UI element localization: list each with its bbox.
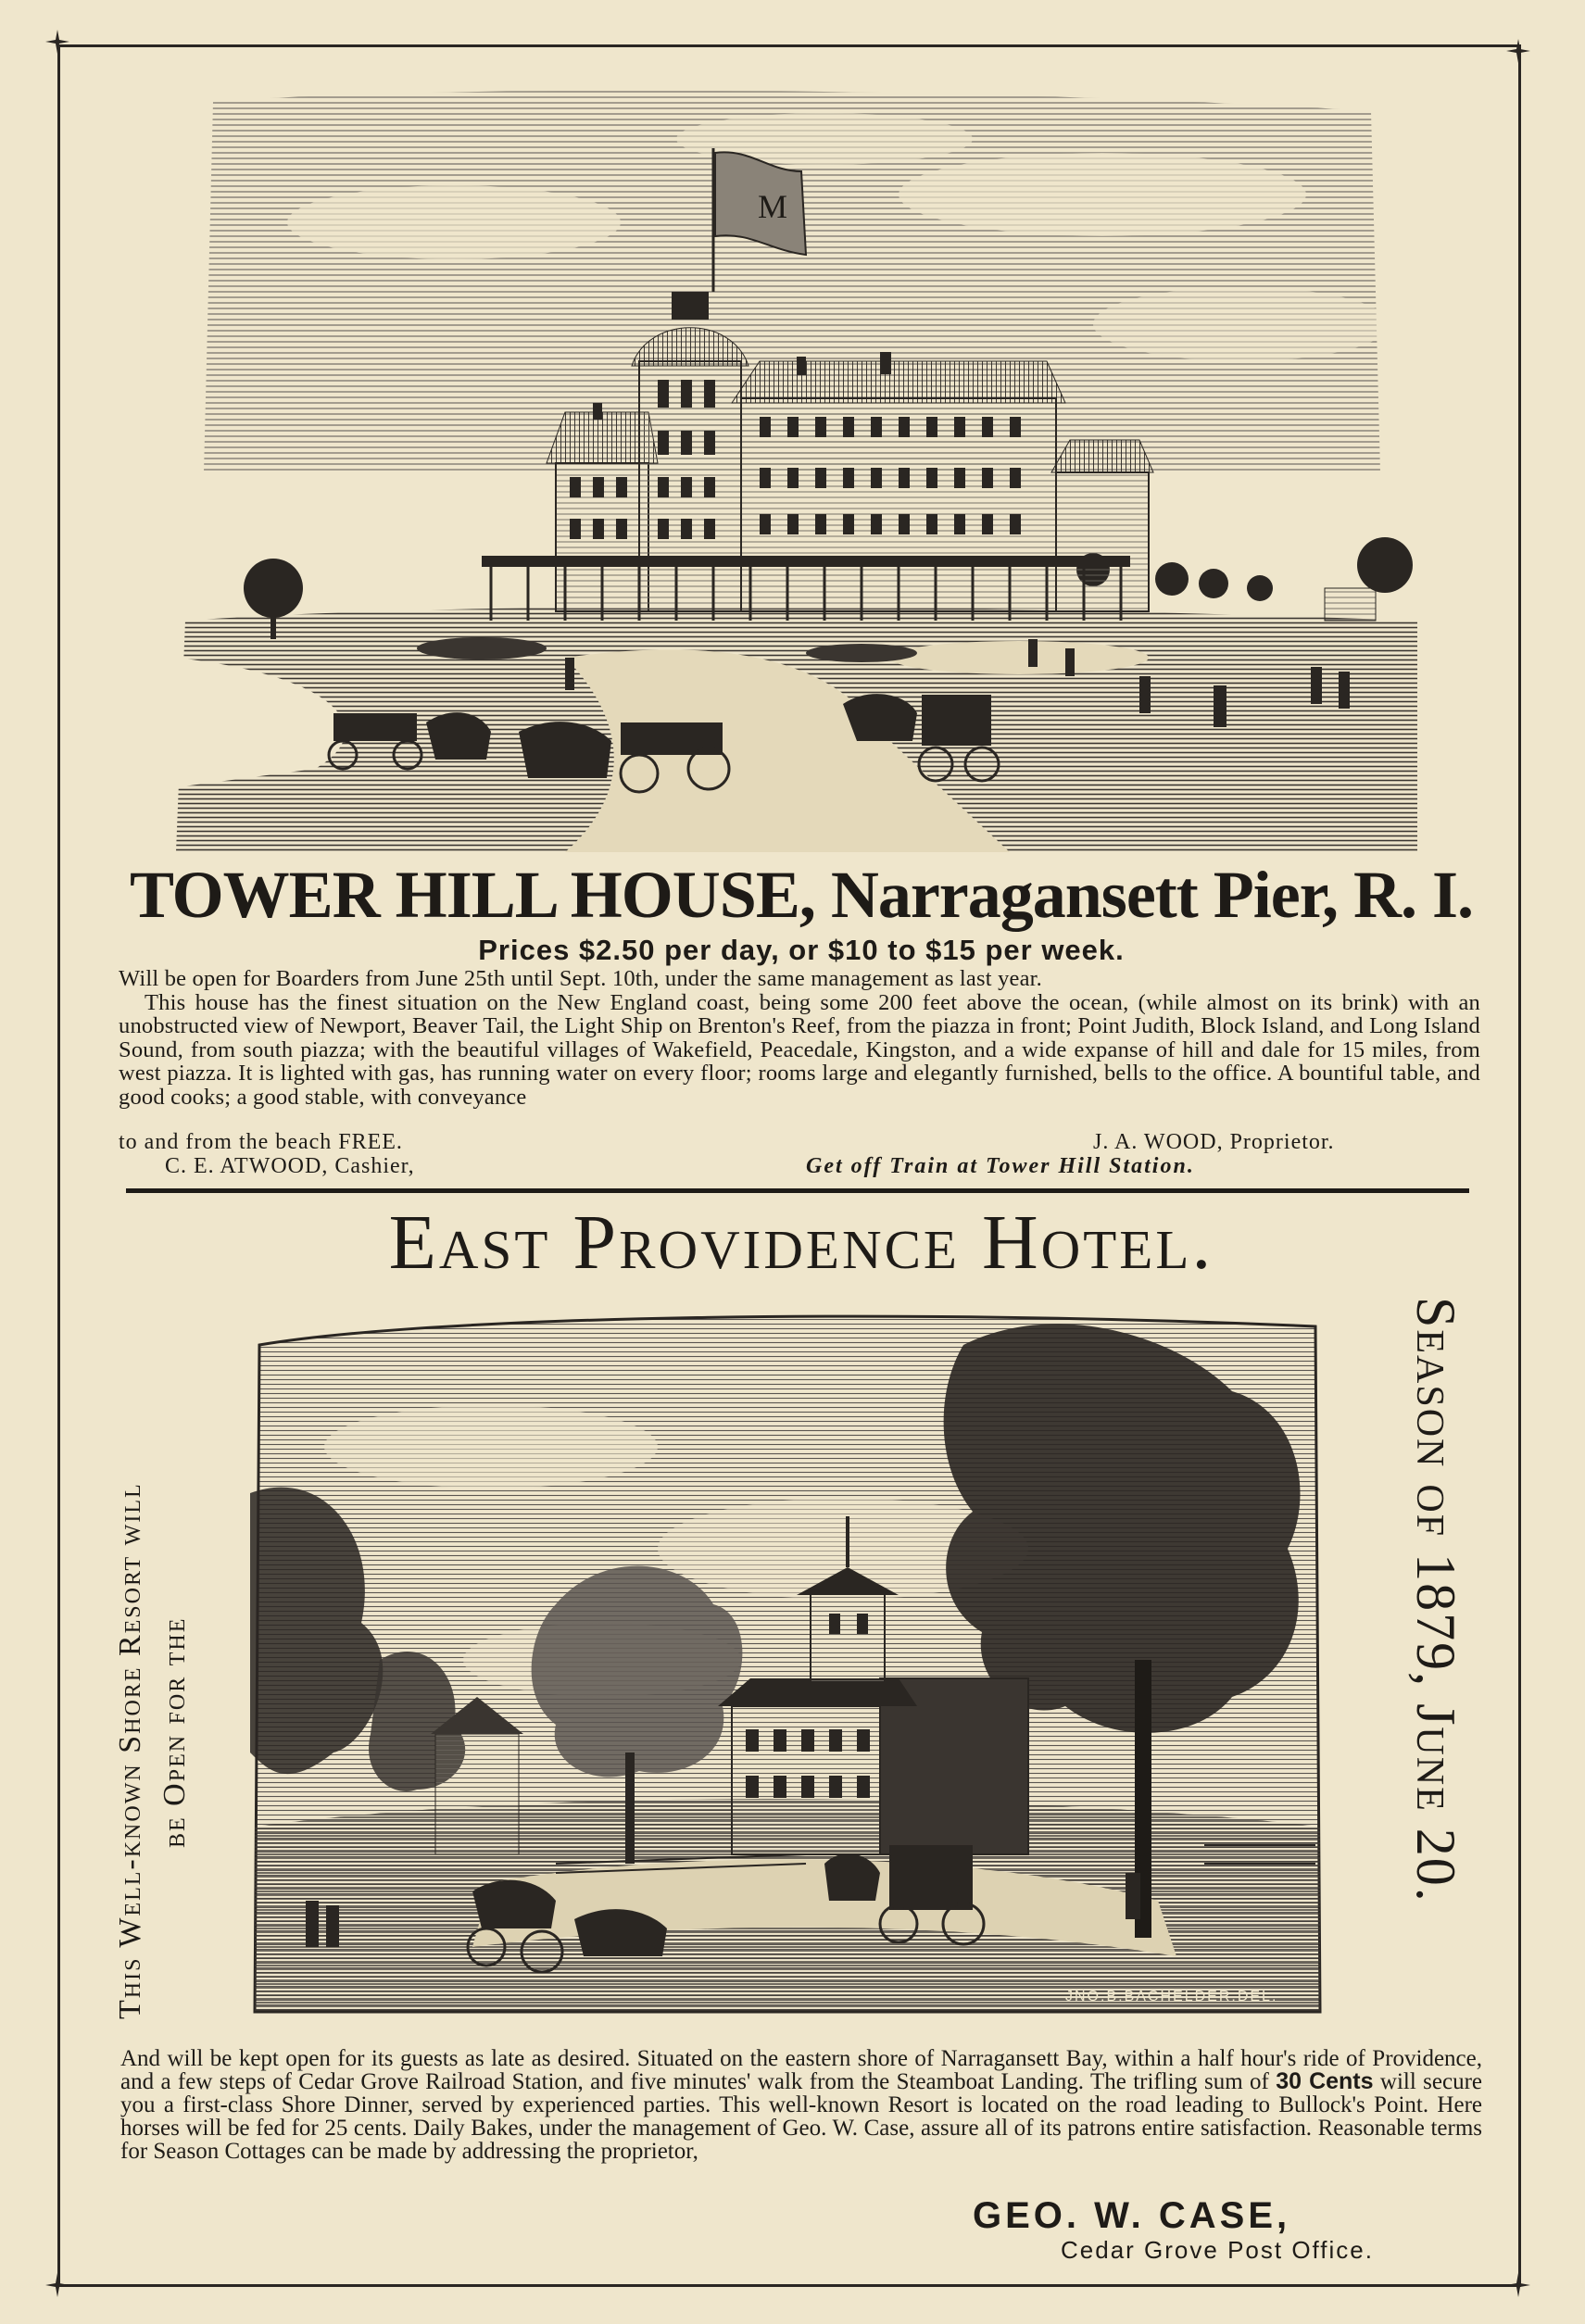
- east-providence-title: East Providence Hotel.: [388, 1200, 1214, 1286]
- tower-hill-beach-line: to and from the beach FREE.: [119, 1130, 403, 1154]
- tower-hill-cashier: C. E. ATWOOD, Cashier,: [165, 1154, 415, 1178]
- frame-right-rule: [1518, 44, 1521, 2287]
- frame-bottom-rule: [57, 2284, 1521, 2287]
- east-providence-hotel-engraving: [250, 1308, 1325, 2016]
- tower-hill-body: [119, 967, 1480, 1109]
- east-providence-left-line-1: This Well-known Shore Resort will: [113, 1482, 147, 2019]
- east-providence-body-part-1: And will be kept open for its guests as late as desired. Situated on the eastern shore of Narragansett Bay, within a half hour's ride of Providence, and a few steps of Cedar Grove Railroad Station, and five minutes' walk from the Steamboat Landing. The trifling sum of: [120, 2046, 1482, 2094]
- east-providence-left-sidebar: [111, 1306, 192, 2019]
- tower-hill-opening-line: Will be open for Boarders from June 25th until Sept. 10th, under the same management as last year.: [119, 966, 1043, 991]
- tower-hill-proprietor: J. A. WOOD, Proprietor.: [1093, 1130, 1335, 1154]
- east-providence-season-date: Season of 1879, June 20.: [1405, 1297, 1466, 1903]
- east-providence-dinner-price: 30 Cents: [1276, 2068, 1374, 2094]
- corner-ornament-icon: [1504, 37, 1532, 65]
- east-providence-body: [120, 2047, 1482, 2163]
- corner-ornament-icon: [44, 2271, 71, 2299]
- svg-text:M: M: [758, 188, 788, 225]
- east-providence-body-part-2: will secure you a first-class Shore Dinner, served by experienced parties. This well-known Resort is located on the road leading to Bullock's Point. Here horses will be fed for 25 cents. Daily Bakes, under the management of Geo. W. Case, assure all of its patrons entire satisfaction. Reasonable terms for Season Cottages can be made by addressing the proprietor,: [120, 2069, 1483, 2164]
- corner-ornament-icon: [44, 28, 71, 56]
- tower-hill-house-engraving: [176, 83, 1417, 852]
- tower-hill-station-note: Get off Train at Tower Hill Station.: [806, 1154, 1195, 1178]
- tower-hill-prices: Prices $2.50 per day, or $10 to $15 per week.: [478, 934, 1125, 966]
- tower-hill-description: This house has the finest situation on the New England coast, being some 200 feet above the ocean, (while almost on its brink) with an unobstructed view of Newport, Beaver Tail, the Light Ship on Brenton's Reef, from the piazza in front; Point Judith, Block Island, and Long Island Sound, from south piazza; with the beautiful villages of Wakefield, Peacedale, Kingston, and a wide expanse of hill and dale for 15 miles, from west piazza. It is lighted with gas, has running water on every floor; rooms large and elegantly furnished, bells to the office. A bountiful table, and good cooks; a good stable, with conveyance: [119, 989, 1480, 1110]
- frame-top-rule: [57, 44, 1521, 47]
- section-divider: [126, 1188, 1469, 1193]
- engraver-signature: JNO.B.BACHELDER.DEL.: [1065, 1989, 1278, 2004]
- frame-left-rule: [57, 44, 60, 2287]
- east-providence-post-office: Cedar Grove Post Office.: [1061, 2236, 1374, 2264]
- east-providence-proprietor: GEO. W. CASE,: [973, 2195, 1291, 2236]
- east-providence-left-line-2: be Open for the: [157, 1616, 192, 1848]
- tower-hill-title: TOWER HILL HOUSE, Narragansett Pier, R. I.: [129, 858, 1474, 932]
- corner-ornament-icon: [1504, 2271, 1532, 2299]
